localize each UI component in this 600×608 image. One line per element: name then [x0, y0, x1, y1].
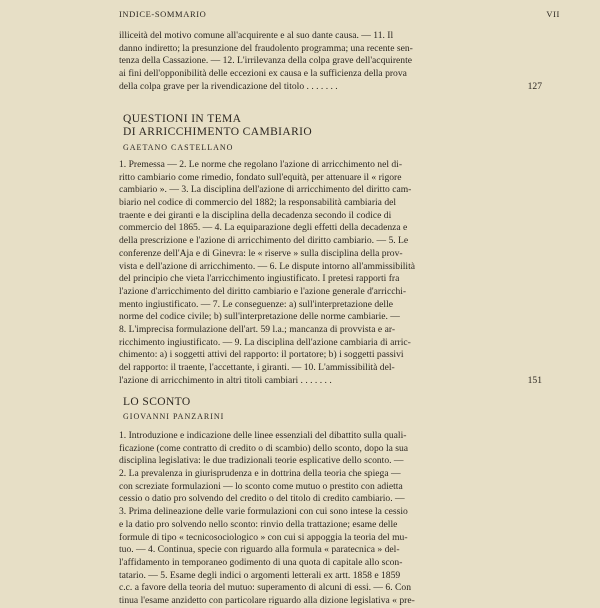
entry-line: disciplina legislativa: le due tradizionali teorie esplicative dello sconto. —	[119, 455, 404, 467]
entry-line: della prescrizione e l'azione di arricchimento del diritto cambiario. — 5. Le	[119, 235, 409, 247]
entry-line: l'azione di arricchimento in altri titoli cambiari . . . . . . .	[119, 374, 332, 386]
entry-line: danno indiretto; la presunzione del fraudolento programma; una recente sen-	[119, 42, 413, 54]
entry-line: biario nel codice di commercio del 1882; la responsabilità cambiaria del	[119, 197, 397, 209]
entry-line: commercio del 1865. — 4. La equiparazione degli effetti della decadenza e	[119, 222, 408, 234]
entry-page-number: 151	[527, 374, 542, 386]
entry-line: 1. Introduzione e indicazione delle linee essenziali del dibattito sulla quali-	[119, 430, 407, 441]
entry-line: ai fini dell'opponibilità delle eccezioni ex causa e la sufficienza della prova	[119, 68, 407, 80]
entry-line: mento ingiustificato. — 7. Le conseguenze: a) sull'interpretazione delle	[119, 298, 393, 310]
entry-line: cambiario ». — 3. La disciplina dell'azione di arricchimento del diritto cam-	[119, 184, 412, 196]
entry-continuation	[119, 30, 455, 93]
entry-line: ricchimento ingiustificato. — 9. La disciplina dell'azione cambiaria di arric-	[119, 336, 411, 348]
entry-line: tinua l'esame anzidetto con particolare riguardo alla dizione legislativa « pre-	[119, 594, 415, 606]
entry-line: l'affidamento in temporaneo godimento di una quota di capitale allo scon-	[119, 556, 403, 568]
entry-line: con screziate formulazioni — lo sconto come mutuo o prestito con adietta	[119, 480, 403, 492]
entry-line: tatario. — 5. Esame degli indici o argomenti letterali ex artt. 1858 e 1859	[119, 569, 401, 581]
entry-line: del rapporto: il traente, l'accettante, i giranti. — 10. L'ammissibilità del-	[119, 362, 395, 373]
entry-line: illiceità del motivo comune all'acquirente e al suo dante causa. — 11. Il	[119, 30, 394, 41]
entry-line: norme del codice civile; b) sull'interpretazione delle norme cambiarie. —	[119, 311, 400, 323]
entry-line: traente e dei giranti e la disciplina della decadenza secondo il codice di	[119, 209, 392, 221]
entry-line: 3. Prima delineazione delle varie formulazioni con cui sono intese la cessio	[119, 506, 408, 518]
entry-page-number: 127	[527, 80, 542, 92]
entry-line: del principio che vieta l'arricchimento ingiustificato. I pretesi rapporti fra	[119, 273, 400, 285]
entry-line: vista e dell'azione di arricchimento. — 6. Le dispute intorno all'ammissibilità	[119, 260, 415, 272]
entry-line: e la datio pro solvendo nello sconto: rinvio della trattazione; esame delle	[119, 518, 398, 530]
entry-line: c.c. a favore della teoria del mutuo: superamento di alcuni di essi. — 6. Con	[119, 582, 411, 594]
section-title-line: QUESTIONI IN TEMA	[123, 113, 242, 125]
section-contents	[119, 159, 455, 387]
section-title: LO SCONTO	[123, 396, 191, 408]
entry-line: ritto cambiario come rimedio, fondato sull'equità, per attenuare il « rigore	[119, 171, 402, 183]
entry-line: 2. La prevalenza in giurisprudenza e in dottrina della teoria che spiega —	[119, 468, 401, 480]
section-title	[123, 113, 312, 139]
section-title-line: DI ARRICCHIMENTO CAMBIARIO	[123, 126, 313, 138]
section-author: GAETANO CASTELLANO	[123, 143, 234, 152]
entry-line: tenza della Cassazione. — 12. L'irrilevanza della colpa grave dell'acquirente	[119, 55, 412, 67]
running-header	[119, 9, 560, 21]
header-page-number: VII	[546, 9, 560, 19]
entry-line: 8. L'imprecisa formulazione dell'art. 59 l.a.; mancanza di provvista e ar-	[119, 323, 396, 335]
entry-line: chimento: a) i soggetti attivi del rapporto: il portatore; b) i soggetti passivi	[119, 349, 404, 361]
entry-line: conferenze dell'Aja e di Ginevra: le « riserve » sulla disciplina della prov-	[119, 247, 403, 259]
entry-line: formule di tipo « tecnicosociologico » con cui si appoggia la teoria del mu-	[119, 531, 408, 543]
entry-line: 1. Premessa — 2. Le norme che regolano l'azione di arricchimento nel di-	[119, 159, 403, 170]
entry-line: ficazione (come contratto di credito o di scambio) dello sconto, dopo la sua	[119, 442, 409, 454]
entry-line: cessio o datio pro solvendo del credito o del titolo di credito cambiario. —	[119, 493, 405, 505]
header-title: INDICE-SOMMARIO	[119, 9, 207, 19]
section-author: GIOVANNI PANZARINI	[123, 412, 225, 421]
section-contents	[119, 430, 455, 608]
entry-line: della colpa grave per la rivendicazione del titolo . . . . . . .	[119, 80, 338, 92]
entry-line: tuo. — 4. Continua, specie con riguardo alla formula « paratecnica » del-	[119, 544, 400, 556]
entry-line: l'azione d'arricchimento del diritto cambiario e l'azione generale d'arricchi-	[119, 285, 407, 297]
